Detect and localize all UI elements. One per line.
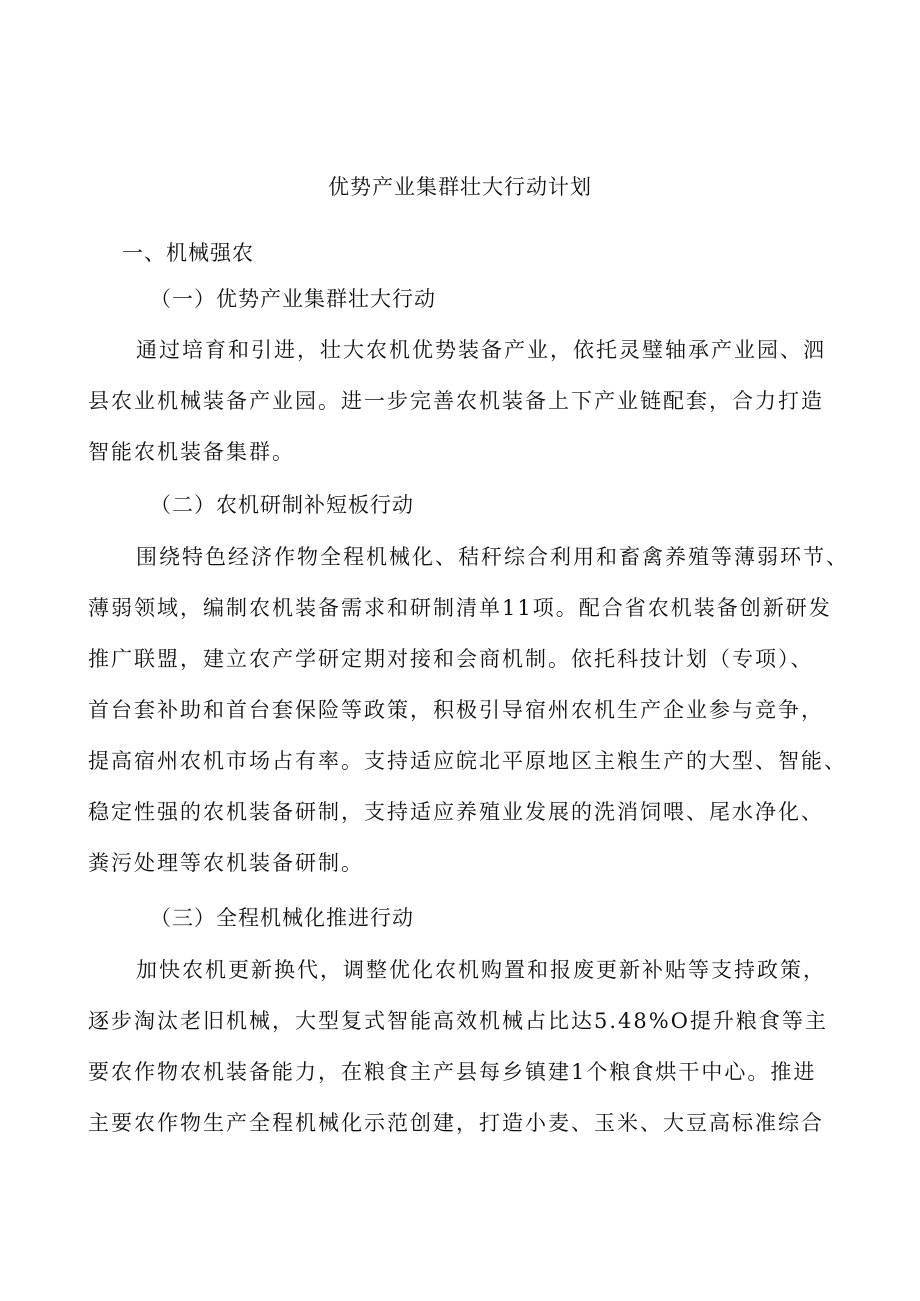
paragraph-line: 围绕特色经济作物全程机械化、秸秆综合利用和畜禽养殖等薄弱环节、: [136, 545, 849, 569]
subsection-heading-1: （一）优势产业集群壮大行动: [150, 287, 436, 311]
paragraph-3: [88, 945, 868, 1149]
paragraph-line: 要农作物农机装备能力，在粮食主产县每乡镇建1个粮食烘干中心。推进: [88, 1060, 817, 1084]
subsection-heading-3: （三）全程机械化推进行动: [150, 906, 414, 930]
paragraph-line: 县农业机械装备产业园。进一步完善农机装备上下产业链配套，合力打造: [88, 389, 824, 413]
paragraph-line: 薄弱领域，编制农机装备需求和研制清单11项。配合省农机装备创新研发: [88, 596, 832, 620]
document-title: 优势产业集群壮大行动计划: [328, 175, 592, 199]
paragraph-1: [88, 325, 868, 478]
subsection-heading-2: （二）农机研制补短板行动: [150, 493, 414, 517]
paragraph-line: 加快农机更新换代，调整优化农机购置和报废更新补贴等支持政策，: [136, 958, 826, 982]
paragraph-line: 通过培育和引进，壮大农机优势装备产业，依托灵璧轴承产业园、泗: [136, 338, 826, 362]
paragraph-2: [88, 532, 868, 889]
section-heading-1: 一、机械强农: [122, 241, 254, 265]
paragraph-line: 主要农作物生产全程机械化示范创建，打造小麦、玉米、大豆高标准综合: [88, 1111, 824, 1135]
paragraph-line: 提高宿州农机市场占有率。支持适应皖北平原地区主粮生产的大型、智能、: [88, 749, 847, 773]
paragraph-line: 智能农机装备集群。: [88, 440, 295, 464]
paragraph-line: 稳定性强的农机装备研制，支持适应养殖业发展的洗消饲喂、尾水净化、: [88, 800, 824, 824]
paragraph-line: 逐步淘汰老旧机械，大型复式智能高效机械占比达5.48%O提升粮食等主: [88, 1009, 828, 1033]
paragraph-line: 粪污处理等农机装备研制。: [88, 851, 364, 875]
paragraph-line: 推广联盟，建立农产学研定期对接和会商机制。依托科技计划（专项）、: [88, 647, 814, 671]
paragraph-line: 首台套补助和首台套保险等政策，积极引导宿州农机生产企业参与竞争，: [88, 698, 824, 722]
